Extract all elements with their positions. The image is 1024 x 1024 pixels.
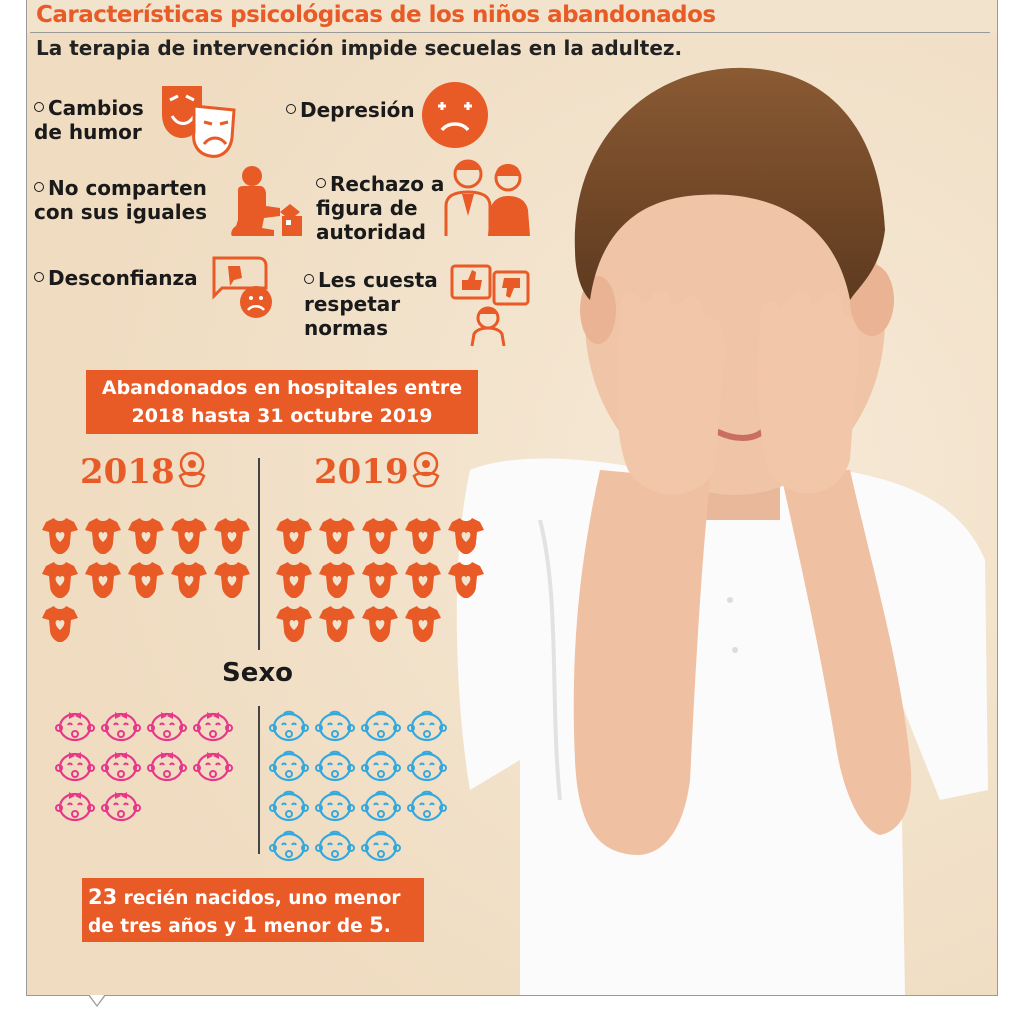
baby-boy-icon (316, 792, 354, 820)
baby-girl-icon (102, 712, 140, 740)
trait-label: Les cuesta respetar normas (304, 268, 438, 340)
baby-girl-icon (194, 752, 232, 780)
baby-girl-icon (102, 752, 140, 780)
under-five-count: 1 (242, 913, 258, 937)
newborn-count: 23 (88, 885, 118, 909)
trait-label: No comparten con sus iguales (34, 176, 208, 224)
thumbs-up-down-icon (448, 262, 532, 346)
baby-onesie-icon (405, 562, 441, 598)
baby-boy-icon (316, 712, 354, 740)
note-text-3: menor de (257, 916, 370, 937)
baby-boy-icon (270, 712, 308, 740)
baby-boy-icon (408, 752, 446, 780)
trait-label: Cambios de humor (34, 96, 144, 144)
baby-boy-icon (270, 792, 308, 820)
left-hand (617, 291, 725, 494)
distrust-speech-icon (210, 254, 274, 320)
baby-boy-icon (316, 752, 354, 780)
baby-boy-icon (362, 712, 400, 740)
baby-boy-icon (408, 792, 446, 820)
baby-onesie-icon (319, 606, 355, 642)
baby-onesie-icon (128, 518, 164, 554)
trait-desconfianza (34, 266, 198, 290)
page-subtitle: La terapia de intervención impide secuelas en la adultez. (36, 36, 683, 60)
baby-boy-icon (270, 832, 308, 860)
onesie-grid-2019 (274, 516, 494, 650)
banner-line-2: 2018 hasta 31 octubre 2019 (131, 405, 433, 427)
baby-onesie-icon (171, 518, 207, 554)
baby-girl-icon (148, 752, 186, 780)
baby-onesie-icon (42, 606, 78, 642)
bullet-icon (316, 178, 326, 188)
page-title: Características psicológicas de los niños abandonados (36, 2, 716, 28)
baby-onesie-icon (85, 518, 121, 554)
baby-girl-icon (56, 712, 94, 740)
trait-rechazo-autoridad (316, 172, 444, 244)
bullet-icon (34, 182, 44, 192)
abandoned-banner (86, 370, 478, 434)
baby-onesie-icon (362, 562, 398, 598)
child-playing-blocks-icon (228, 164, 310, 238)
baby-girl-icon (148, 712, 186, 740)
trait-label: Desconfianza (48, 266, 198, 290)
baby-onesie-icon (276, 606, 312, 642)
baby-girl-icon (56, 792, 94, 820)
trait-no-comparten (34, 176, 207, 224)
bullet-icon (34, 272, 44, 282)
baby-onesie-icon (171, 562, 207, 598)
baby-girl-icon (194, 712, 232, 740)
age-five: 5 (369, 913, 384, 937)
baby-girl-icon (56, 752, 94, 780)
baby-onesie-icon (42, 562, 78, 598)
baby-girl-icon (102, 792, 140, 820)
note-text-2: de tres años y (88, 916, 243, 937)
theater-masks-icon (158, 82, 238, 158)
baby-onesie-icon (319, 562, 355, 598)
baby-onesie-icon (448, 518, 484, 554)
baby-onesie-icon (276, 562, 312, 598)
sexo-heading: Sexo (222, 658, 293, 688)
year-2019-label: 2019 (314, 452, 409, 492)
boys-icon-grid (268, 706, 458, 866)
baby-onesie-icon (128, 562, 164, 598)
title-divider (30, 32, 990, 33)
bullet-icon (286, 104, 296, 114)
pacifier-icon (408, 450, 444, 490)
sex-divider (258, 706, 260, 854)
note-text-1: recién nacidos, uno menor (117, 888, 401, 909)
baby-onesie-icon (85, 562, 121, 598)
banner-line-1: Abandonados en hospitales entre (101, 377, 463, 399)
onesie-grid-2018 (40, 516, 260, 650)
trait-depresion (286, 98, 415, 122)
baby-boy-icon (316, 832, 354, 860)
baby-onesie-icon (405, 518, 441, 554)
year-2018-label: 2018 (80, 452, 175, 492)
right-hand (758, 291, 859, 493)
baby-onesie-icon (214, 562, 250, 598)
parents-icon (442, 156, 532, 238)
baby-onesie-icon (405, 606, 441, 642)
trait-cambios-de-humor (34, 96, 144, 144)
baby-boy-icon (270, 752, 308, 780)
baby-onesie-icon (214, 518, 250, 554)
baby-onesie-icon (319, 518, 355, 554)
baby-onesie-icon (362, 518, 398, 554)
trait-label: Rechazo a figura de autoridad (316, 172, 445, 244)
baby-onesie-icon (42, 518, 78, 554)
baby-boy-icon (408, 712, 446, 740)
pacifier-icon (174, 450, 210, 490)
bullet-icon (304, 274, 314, 284)
trait-respetar-normas (304, 268, 438, 340)
bullet-icon (34, 102, 44, 112)
baby-boy-icon (362, 832, 400, 860)
baby-boy-icon (362, 792, 400, 820)
baby-onesie-icon (276, 518, 312, 554)
sad-face-icon (420, 80, 490, 150)
summary-note (82, 878, 424, 942)
baby-onesie-icon (362, 606, 398, 642)
baby-onesie-icon (448, 562, 484, 598)
baby-boy-icon (362, 752, 400, 780)
trait-label: Depresión (300, 98, 415, 122)
girls-icon-grid (54, 706, 244, 830)
note-text-4: . (383, 916, 391, 937)
